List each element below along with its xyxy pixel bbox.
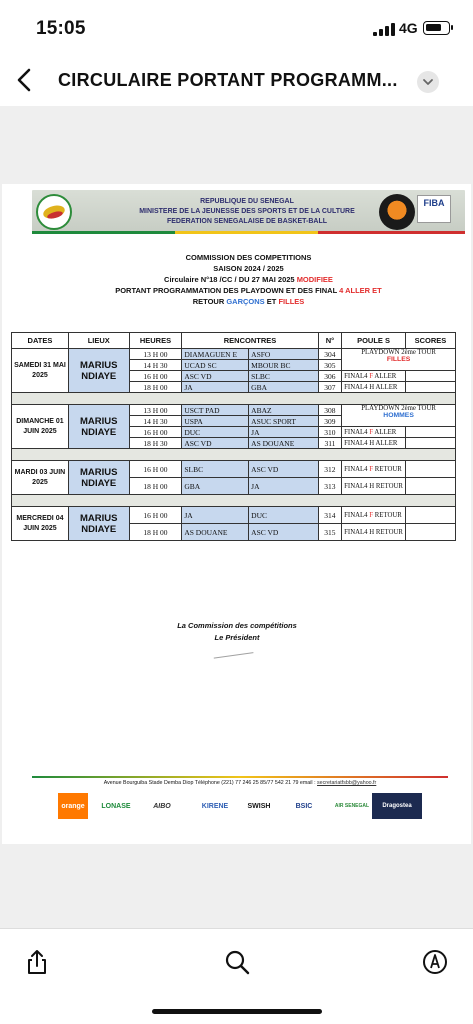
poule-text: FINAL4 [344, 465, 370, 473]
home-team-cell: USCT PAD [182, 405, 249, 416]
letterhead-line: REPUBLIQUE DU SENEGAL [200, 198, 294, 205]
basketball-logo [379, 194, 415, 230]
poule-text: ALLER [373, 372, 397, 380]
score-cell [405, 427, 455, 438]
program-text: PORTANT PROGRAMMATION DES PLAYDOWN ET DES FINAL [115, 286, 338, 295]
poule-gender: F [369, 428, 374, 436]
score-cell [405, 382, 455, 393]
status-time: 15:05 [36, 18, 86, 39]
home-team-cell: GBA [182, 478, 249, 495]
score-cell [405, 371, 455, 382]
match-number-cell: 312 [318, 461, 341, 478]
col-header-poules: POULE S [342, 333, 406, 349]
poule-text: FINAL4 [344, 428, 370, 436]
table-header-row [12, 333, 456, 349]
time-cell: 13 H 00 [129, 405, 182, 416]
filles-label: FILLES [278, 297, 305, 306]
away-team-cell: ABAZ [249, 405, 319, 416]
back-button[interactable] [12, 66, 38, 94]
sponsor-kirene-logo [196, 793, 234, 819]
time-cell: 13 H 00 [129, 349, 182, 360]
venue-cell: MARIUS NDIAYE [68, 349, 129, 393]
match-number-cell: 310 [318, 427, 341, 438]
chevron-left-icon [12, 66, 38, 94]
modified-label: MODIFIEE [296, 275, 333, 284]
time-cell: 18 H 00 [129, 382, 182, 393]
program-highlight: 4 ALLER ET [339, 286, 382, 295]
program-line [32, 285, 465, 296]
col-header-lieux: LIEUX [68, 333, 129, 349]
filles-label: FILLES [386, 356, 411, 363]
circular-number [32, 274, 465, 285]
separator-row [12, 449, 456, 461]
fiba-logo [417, 195, 451, 223]
sponsor-name: orange [61, 802, 85, 810]
sponsor-name: AIR SENEGAL [334, 803, 370, 809]
match-number-cell: 308 [318, 405, 341, 416]
match-number-cell: 311 [318, 438, 341, 449]
col-header-num: N° [318, 333, 341, 349]
home-team-cell: JA [182, 382, 249, 393]
sponsor-name: SWISH [247, 802, 271, 810]
away-team-cell: ASC VD [249, 524, 319, 541]
score-cell [405, 524, 455, 541]
poule-cell [342, 371, 406, 382]
sponsor-bsic-logo [282, 793, 326, 819]
away-team-cell: ASUC SPORT [249, 416, 319, 427]
score-cell [405, 478, 455, 495]
separator-row [12, 393, 456, 405]
letterhead-text [92, 197, 402, 227]
home-team-cell: DUC [182, 427, 249, 438]
et-text: ET [266, 297, 277, 306]
match-number-cell: 315 [318, 524, 341, 541]
match-number-cell: 306 [318, 371, 341, 382]
score-cell [405, 507, 455, 524]
time-cell: 18 H 00 [129, 478, 182, 495]
col-header-scores: SCORES [405, 333, 455, 349]
email-link[interactable]: secretariatfsbb@yahoo.fr [317, 780, 377, 786]
home-team-cell: UCAD SC [182, 360, 249, 371]
signal-icon [373, 23, 395, 36]
table-row [12, 349, 456, 360]
sponsor-aibo-logo [144, 793, 180, 819]
schedule-table [11, 332, 456, 541]
season-title: SAISON 2024 / 2025 [213, 264, 284, 273]
search-button[interactable] [222, 947, 252, 977]
time-cell: 16 H 00 [129, 461, 182, 478]
separator-row [12, 495, 456, 507]
venue-cell: MARIUS NDIAYE [68, 507, 129, 541]
footer-divider [32, 776, 448, 778]
title-menu-button[interactable] [417, 71, 439, 93]
poule-cell: FINAL4 H ALLER [342, 382, 406, 393]
time-cell: 16 H 00 [129, 371, 182, 382]
poule-text: RETOUR [373, 511, 402, 519]
markup-icon [420, 947, 450, 977]
away-team-cell: AS DOUANE [249, 438, 319, 449]
poule-cell [342, 507, 406, 524]
match-number-cell: 314 [318, 507, 341, 524]
away-team-cell: SLBC [249, 371, 319, 382]
sponsor-dragostea-logo [372, 793, 422, 819]
share-button[interactable] [22, 947, 52, 977]
time-cell: 18 H 30 [129, 438, 182, 449]
signature-mark [211, 629, 254, 658]
page-title: CIRCULAIRE PORTANT PROGRAMM... [58, 70, 398, 90]
col-header-dates: DATES [12, 333, 69, 349]
poule-gender: F [369, 465, 374, 473]
search-icon [222, 947, 252, 977]
circular-ref: Circulaire N°18 /CC / DU 27 MAI 2025 [164, 275, 295, 284]
letterhead [32, 190, 465, 234]
poule-cell: FINAL4 H RETOUR [342, 478, 406, 495]
markup-button[interactable] [420, 947, 450, 977]
poule-cell [342, 349, 456, 371]
signature-line: La Commission des compétitions [177, 621, 297, 630]
time-cell: 18 H 00 [129, 524, 182, 541]
away-team-cell: JA [249, 427, 319, 438]
signature-line: Le Président [214, 633, 260, 642]
bottom-toolbar [0, 928, 473, 1024]
document-viewer[interactable] [0, 106, 473, 928]
match-number-cell: 307 [318, 382, 341, 393]
table-row [12, 405, 456, 416]
sponsor-logos [58, 793, 458, 821]
date-cell: DIMANCHE 01 JUIN 2025 [12, 405, 69, 449]
share-icon [22, 947, 52, 977]
category-line [32, 296, 465, 307]
poule-cell: FINAL4 H RETOUR [342, 524, 406, 541]
poule-text: ALLER [373, 428, 397, 436]
nav-header [0, 54, 473, 106]
sponsor-name: BSIC [295, 802, 313, 810]
poule-label: PLAYDOWN 2ème TOUR [361, 349, 436, 356]
score-cell [405, 461, 455, 478]
hommes-label: HOMMES [383, 412, 414, 419]
col-header-rencontres: RENCONTRES [182, 333, 318, 349]
home-team-cell: JA [182, 507, 249, 524]
chevron-down-icon [417, 71, 439, 93]
away-team-cell: ASFO [249, 349, 319, 360]
poule-cell [342, 461, 406, 478]
away-team-cell: GBA [249, 382, 319, 393]
sponsor-lonase-logo [98, 793, 134, 819]
home-team-cell: USPA [182, 416, 249, 427]
away-team-cell: JA [249, 478, 319, 495]
garcons-label: GARÇONS [226, 297, 265, 306]
fsbb-logo [36, 194, 72, 230]
sponsor-swish-logo [242, 793, 276, 819]
address-text: Avenue Bourguiba Stade Demba Diop Téléphone (221) 77 246 25 85/77 542 21 79 email : [103, 780, 316, 786]
poule-text: FINAL4 [344, 511, 370, 519]
poule-text: FINAL4 [344, 372, 370, 380]
document-page [2, 184, 471, 844]
home-team-cell: ASC VD [182, 438, 249, 449]
match-number-cell: 305 [318, 360, 341, 371]
match-number-cell: 304 [318, 349, 341, 360]
score-cell [405, 438, 455, 449]
poule-label: PLAYDOWN 2ème TOUR [361, 405, 436, 412]
poule-cell [342, 405, 456, 427]
time-cell: 16 H 00 [129, 507, 182, 524]
fiba-text: FIBA [423, 198, 445, 208]
date-cell: MERCREDI 04 JUIN 2025 [12, 507, 69, 541]
home-team-cell: AS DOUANE [182, 524, 249, 541]
sponsor-name: KIRENE [201, 802, 229, 810]
poule-gender: F [369, 372, 374, 380]
home-team-cell: ASC VD [182, 371, 249, 382]
date-cell: MARDI 03 JUIN 2025 [12, 461, 69, 495]
match-number-cell: 313 [318, 478, 341, 495]
time-cell: 14 H 30 [129, 360, 182, 371]
letterhead-line: FEDERATION SENEGALAISE DE BASKET-BALL [166, 218, 328, 225]
network-type: 4G [399, 20, 418, 36]
time-cell: 16 H 00 [129, 427, 182, 438]
sponsor-orange-logo [58, 793, 88, 819]
table-row [12, 461, 456, 478]
commission-title: COMMISSION DES COMPETITIONS [185, 253, 312, 262]
away-team-cell: ASC VD [249, 461, 319, 478]
circular-header [32, 252, 465, 307]
letterhead-line: MINISTERE DE LA JEUNESSE DES SPORTS ET DE LA CULTURE [139, 208, 355, 215]
poule-gender: F [369, 511, 374, 519]
col-header-heures: HEURES [129, 333, 182, 349]
date-cell: SAMEDI 31 MAI 2025 [12, 349, 69, 393]
table-row [12, 507, 456, 524]
sponsor-name: LONASE [101, 802, 131, 810]
retour-text: RETOUR [192, 297, 225, 306]
sponsor-name: AIBO [153, 802, 171, 810]
home-team-cell: DIAMAGUEN E [182, 349, 249, 360]
status-bar [0, 0, 473, 54]
poule-cell [342, 427, 406, 438]
venue-cell: MARIUS NDIAYE [68, 461, 129, 495]
sponsor-air-senegal-logo [334, 793, 370, 819]
poule-text: RETOUR [373, 465, 402, 473]
battery-icon [423, 21, 450, 35]
venue-cell: MARIUS NDIAYE [68, 405, 129, 449]
time-cell: 14 H 30 [129, 416, 182, 427]
away-team-cell: DUC [249, 507, 319, 524]
sponsor-name: Dragostea [382, 803, 412, 809]
home-team-cell: SLBC [182, 461, 249, 478]
home-indicator [152, 1009, 322, 1014]
match-number-cell: 309 [318, 416, 341, 427]
away-team-cell: MBOUR BC [249, 360, 319, 371]
flag-stripe [32, 231, 465, 234]
poule-cell: FINAL4 H ALLER [342, 438, 406, 449]
footer-address [32, 780, 448, 786]
